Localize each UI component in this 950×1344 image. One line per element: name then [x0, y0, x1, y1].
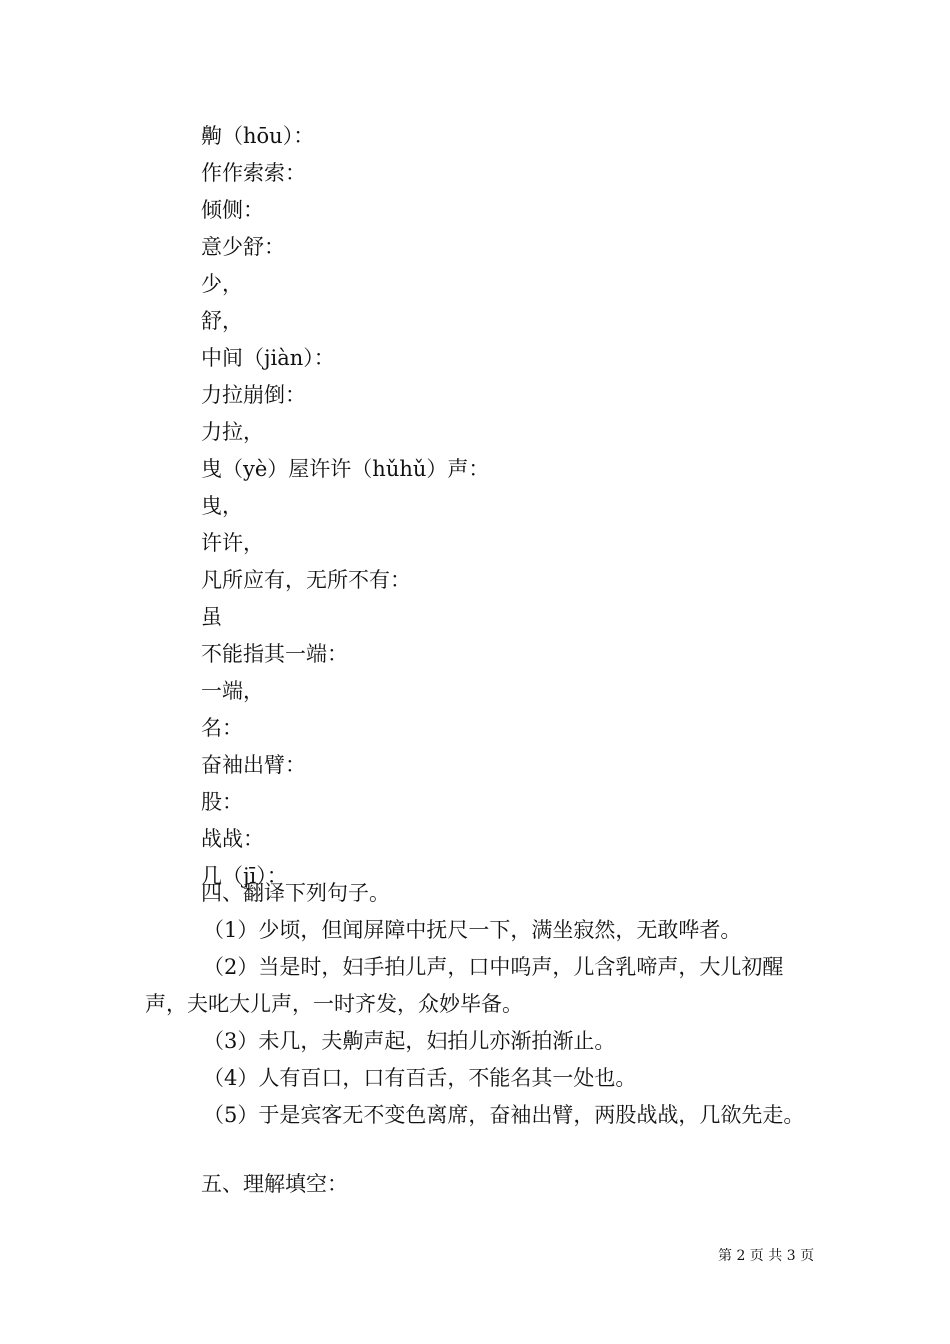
- sentence-item: （3）未几，夫齁声起，妇拍儿亦渐拍渐止。: [203, 1029, 616, 1053]
- section-heading-fill-in: 五、理解填空：: [201, 1172, 348, 1196]
- vocab-item: 作作索索：: [201, 161, 306, 185]
- sentence-item: （4）人有百口，口有百舌，不能名其一处也。: [203, 1066, 637, 1090]
- vocab-item: 倾侧：: [201, 198, 264, 222]
- vocab-item: 股：: [201, 790, 243, 814]
- vocab-item: 战战：: [201, 827, 264, 851]
- vocab-item: 齁（hōu）：: [201, 124, 315, 148]
- vocab-item: 曳，: [201, 494, 243, 518]
- section-heading-translate: 四、翻译下列句子。: [201, 881, 390, 905]
- vocab-item: 奋袖出臂：: [201, 753, 306, 777]
- vocab-item: 一端，: [201, 679, 264, 703]
- vocab-item: 力拉崩倒：: [201, 383, 306, 407]
- vocab-item: 虽: [201, 605, 222, 629]
- vocab-item: 凡所应有，无所不有：: [201, 568, 411, 592]
- vocab-item: 许许，: [201, 531, 264, 555]
- vocab-item: 力拉，: [201, 420, 264, 444]
- sentence-item: （2）当是时，妇手拍儿声，口中呜声，儿含乳啼声，大儿初醒声，夫叱大儿声，一时齐发，众妙毕备。: [145, 955, 784, 1016]
- sentence-list: [145, 912, 815, 1134]
- vocab-item: 曳（yè）屋许许（hǔhǔ）声：: [201, 457, 490, 481]
- vocab-item: 舒，: [201, 309, 243, 333]
- sentence-item: （5）于是宾客无不变色离席，奋袖出臂，两股战战，几欲先走。: [203, 1103, 805, 1127]
- sentence-item: （1）少顷，但闻屏障中抚尺一下，满坐寂然，无敢哗者。: [203, 918, 742, 942]
- vocab-item: 几（jī）：: [201, 864, 288, 888]
- vocab-item: 意少舒：: [201, 235, 285, 259]
- vocab-item: 不能指其一端：: [201, 642, 348, 666]
- vocab-item: 中间（jiàn）：: [201, 346, 335, 370]
- vocabulary-list: [201, 118, 489, 895]
- vocab-item: 名：: [201, 716, 243, 740]
- page-number: 第 2 页 共 3 页: [718, 1248, 815, 1264]
- vocab-item: 少，: [201, 272, 243, 296]
